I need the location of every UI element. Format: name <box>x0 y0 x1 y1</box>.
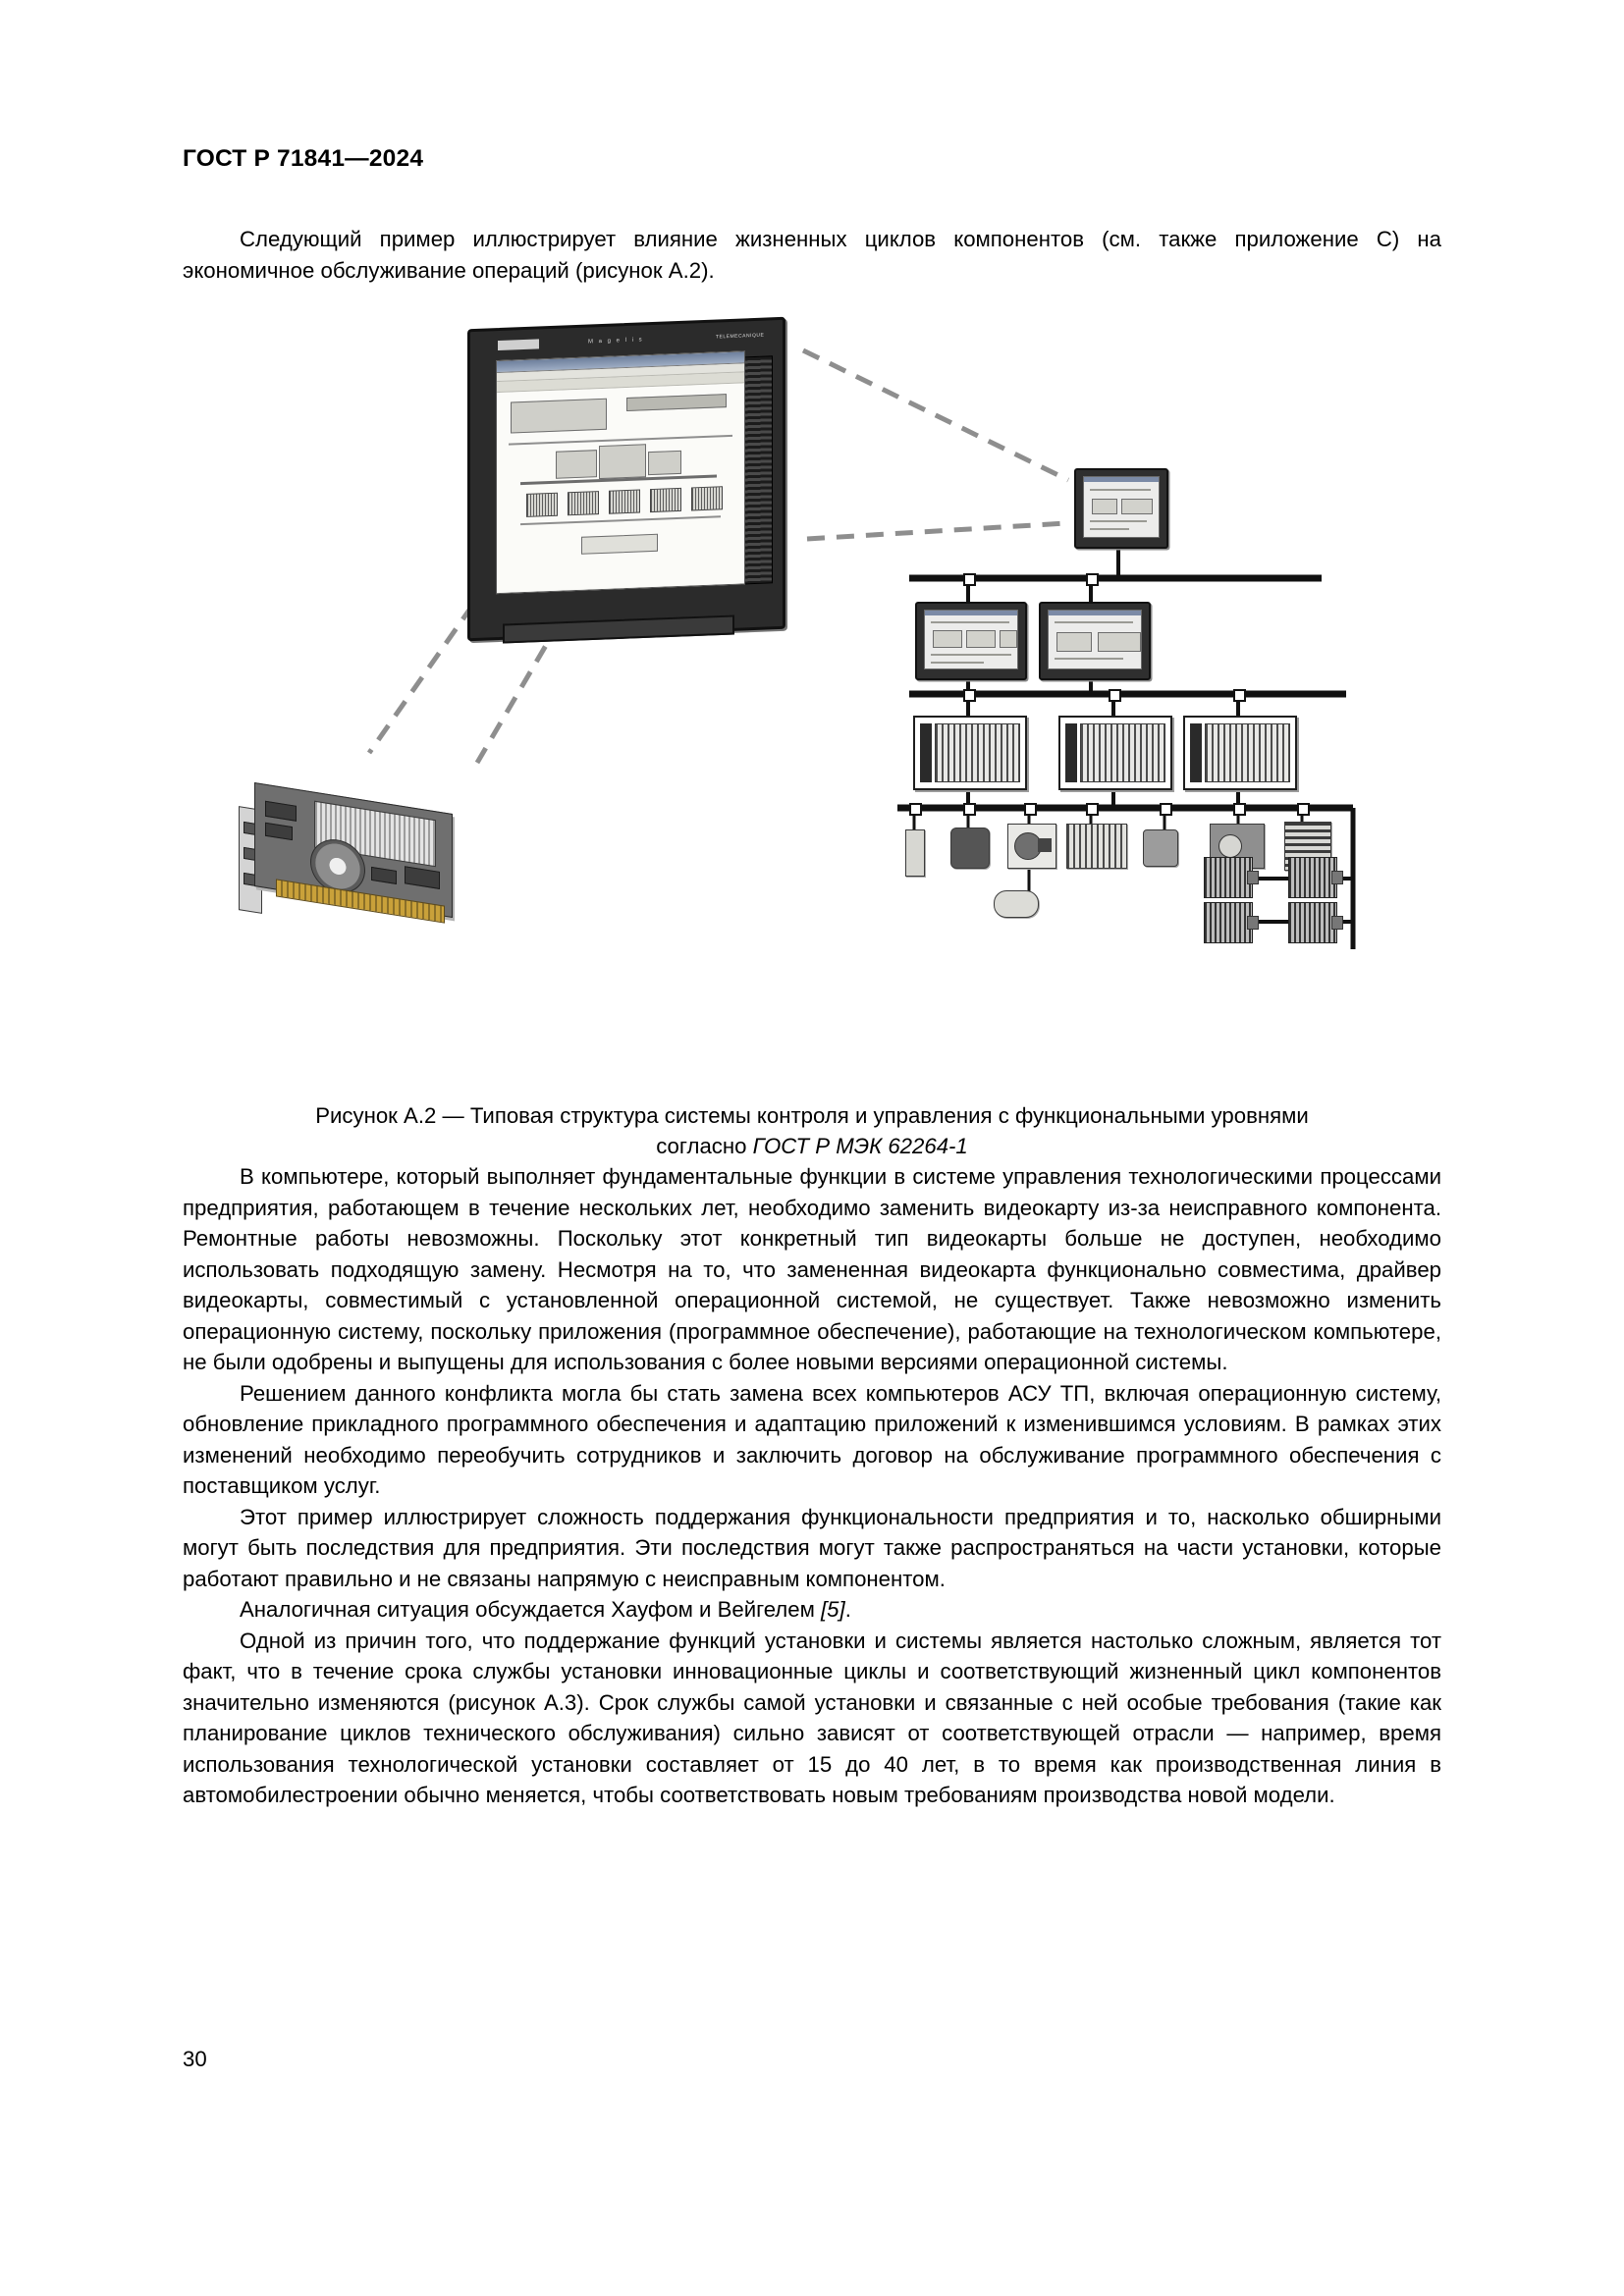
motor-2 <box>1288 857 1335 896</box>
card-chip <box>265 801 297 822</box>
hmi-panel-right <box>1039 602 1151 680</box>
bus-node <box>963 573 976 586</box>
monitor-vendor-label: TELEMECANIQUE <box>716 332 765 341</box>
bus-node <box>1086 573 1099 586</box>
card-chip <box>265 823 293 840</box>
page-number: 30 <box>183 2047 207 2071</box>
card-chip <box>371 867 397 884</box>
bus-node <box>963 803 976 816</box>
monitor-brand-label: M a g e l i s <box>588 337 644 346</box>
scada-station <box>609 489 640 513</box>
operator-monitor <box>467 323 806 647</box>
figure-caption <box>183 1100 1441 1161</box>
scada-panel <box>511 399 607 434</box>
monitor-screen <box>496 350 745 594</box>
bus-node <box>1086 803 1099 816</box>
bus-node <box>909 803 922 816</box>
paragraph-4-suffix: . <box>844 1597 851 1622</box>
hmi-screen <box>1083 476 1160 538</box>
figure-caption-standard: ГОСТ Р МЭК 62264-1 <box>752 1134 968 1158</box>
paragraph-3: Этот пример иллюстрирует сложность поддержания функциональности предприятия и то, насколько обширными могут быть последствия для предприятия. Эти последствия могут также распространяться на части установки, которые работают правильно и не связаны напрямую с неисправным компонентом. <box>183 1504 1441 1591</box>
scada-unit <box>648 451 681 475</box>
paragraph-1: В компьютере, который выполняет фундаментальные функции в системе управления технологическими процессами предприятия, работающем в течение нескольких лет, необходимо заменить видеокарту из-за неисправного компонента. Ремонтные работы невозможны. Поскольку этот конкретный тип видеокарты больше не доступен, необходимо использовать подходящую замену. Несмотря на то, что замененная видеокарта функционально совместима, драйвер видеокарты, совместимый с установленной операционной системой, не существует. Также невозможно изменить операционную систему, поскольку приложения (программное обеспечение), работающие на технологическом компьютере, не были одобрены и выпущены для использования с более новыми версиями операционной системы. <box>183 1164 1441 1374</box>
bus-node <box>1233 803 1246 816</box>
card-chip <box>405 866 440 889</box>
paragraph-intro: Следующий пример иллюстрирует влияние жизненных циклов компонентов (см. также приложение С) на экономичное обслуживание операций (рисунок А.2). <box>183 227 1441 283</box>
plc-rack-2 <box>1058 716 1172 790</box>
paragraph-4-prefix: Аналогичная ситуация обсуждается Хауфом и Вейгелем <box>240 1597 822 1622</box>
scada-station <box>691 486 723 510</box>
paragraph-5: Одной из причин того, что поддержание функций установки и системы является настолько сложным, является тот факт, что в течение срока службы установки инновационные циклы и соответствующий жизненный цикл компонентов значительно изменяются (рисунок А.3). Срок службы самой установки и связанные с ней особые требования (такие как планирование циклов технического обслуживания) сильно зависят от соответствующей отрасли — например, время использования технологической установки составляет от 15 до 40 лет, в то время как производственная линия в автомобилестроении обычно меняется, чтобы соответствовать новым требованиям производства новой модели. <box>183 1628 1441 1807</box>
motor-1 <box>1204 857 1251 896</box>
scada-process-canvas <box>497 383 744 594</box>
bus-node <box>1233 689 1246 702</box>
scada-unit <box>556 450 597 479</box>
scada-status-strip <box>581 534 658 555</box>
standard-header: ГОСТ Р 71841—2024 <box>183 145 424 172</box>
field-drive-unit <box>1007 824 1056 869</box>
monitor-logo <box>498 339 539 350</box>
motor-4 <box>1288 902 1335 941</box>
reference-marker: [5] <box>821 1597 845 1622</box>
page-content <box>183 224 1441 1811</box>
motor-3 <box>1204 902 1251 941</box>
bus-node <box>1160 803 1172 816</box>
scada-bus-line <box>520 515 721 525</box>
figure-caption-line2 <box>183 1131 1441 1161</box>
figure-caption-line1: Рисунок А.2 — Типовая структура системы контроля и управления с функциональными уровнями <box>315 1103 1309 1128</box>
scada-station <box>568 491 599 515</box>
figure-a2 <box>183 311 1441 1087</box>
bus-node <box>1109 689 1121 702</box>
plc-rack-1 <box>913 716 1027 790</box>
field-transmitter <box>1143 829 1178 867</box>
hmi-screen <box>924 610 1018 669</box>
hmi-screen <box>1048 610 1142 669</box>
scada-station <box>650 488 681 512</box>
scada-unit <box>599 444 646 479</box>
hmi-panel-left <box>915 602 1027 680</box>
field-sensor <box>905 829 925 877</box>
monitor-bezel <box>467 317 785 641</box>
scada-divider <box>509 435 732 446</box>
paragraph-2: Решением данного конфликта могла бы стать замена всех компьютеров АСУ ТП, включая операционную систему, обновление прикладного программного обеспечения и адаптацию приложений к изменившимся условиям. В рамках этих изменений необходимо переобучить сотрудников и заключить договор на обслуживание программного обеспечения с поставщиком услуг. <box>183 1380 1441 1498</box>
bus-node <box>1297 803 1310 816</box>
hmi-panel-supervisory <box>1074 468 1168 549</box>
field-actuator <box>950 828 990 869</box>
figure-connectors <box>183 311 1441 1087</box>
bus-node <box>963 689 976 702</box>
bus-node <box>1024 803 1037 816</box>
scada-station <box>526 493 558 517</box>
scada-header-bar <box>626 394 727 411</box>
field-valve <box>994 890 1039 918</box>
graphics-card <box>237 782 462 930</box>
figure-caption-prefix: согласно <box>656 1134 753 1158</box>
plc-rack-3 <box>1183 716 1297 790</box>
field-io-module <box>1066 824 1127 869</box>
paragraph-4 <box>183 1594 1441 1626</box>
